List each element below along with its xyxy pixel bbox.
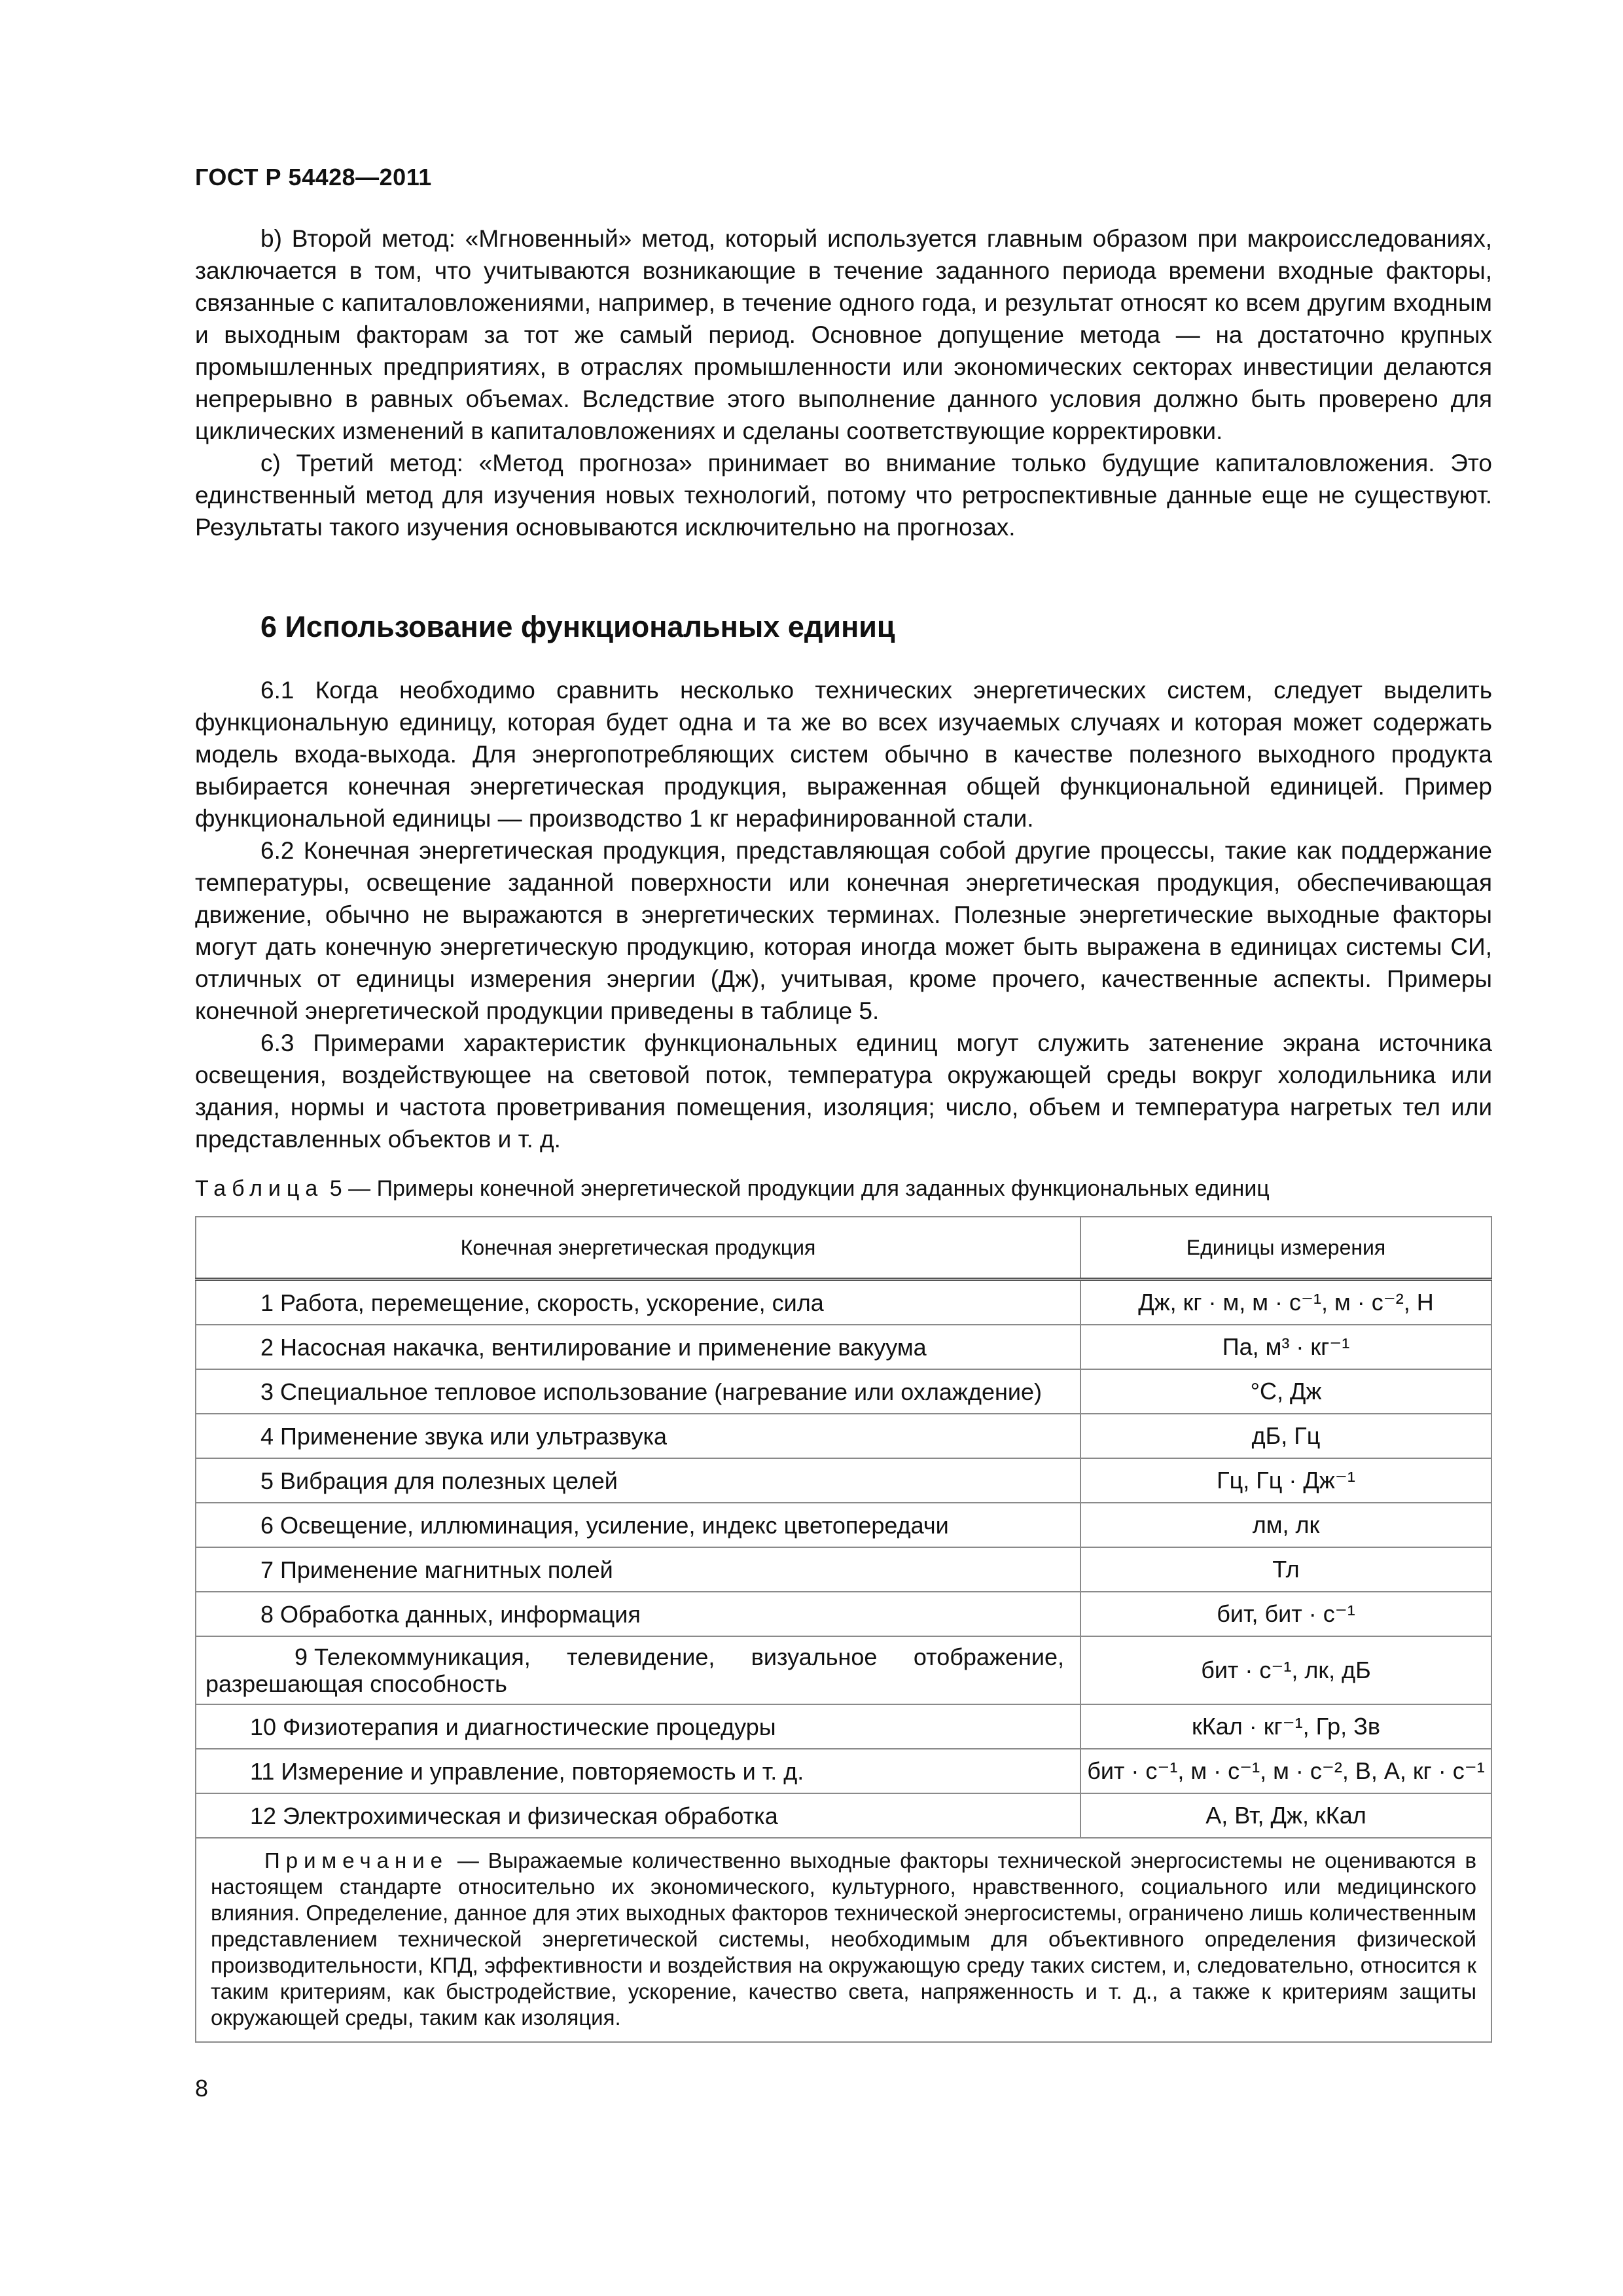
- product-text: Телекоммуникация, телевидение, визуальное отображение, разрешающая способность: [205, 1643, 1064, 1697]
- product-text: Применение магнитных полей: [280, 1556, 613, 1583]
- units-cell: А, Вт, Дж, кКал: [1080, 1793, 1491, 1838]
- row-number: 9: [294, 1643, 308, 1670]
- column-header-units: Единицы измерения: [1080, 1217, 1491, 1280]
- units-cell: Па, м³ · кг⁻¹: [1080, 1325, 1491, 1369]
- product-text: Насосная накачка, вентилирование и применение вакуума: [280, 1333, 927, 1361]
- row-number: 8: [260, 1600, 274, 1628]
- table-row: [196, 1414, 1491, 1458]
- paragraph-c: c) Третий метод: «Метод прогноза» принимает во внимание только будущие капиталовложения. Это единственный метод для изучения новых технологий, потому что ретроспективные данные еще не существуют. Результаты такого изучения основываются исключительно на прогнозах.: [195, 450, 1492, 541]
- table-row: [196, 1369, 1491, 1414]
- units-cell: дБ, Гц: [1080, 1414, 1491, 1458]
- table-row: [196, 1503, 1491, 1547]
- row-number: 2: [260, 1333, 274, 1361]
- table-row: [196, 1458, 1491, 1503]
- units-cell: кКал · кг⁻¹, Гр, Зв: [1080, 1704, 1491, 1749]
- table-body: [196, 1280, 1491, 1839]
- units-cell: Дж, кг · м, м · с⁻¹, м · с⁻², Н: [1080, 1280, 1491, 1325]
- units-cell: бит · с⁻¹, м · с⁻¹, м · с⁻², В, А, кг · с⁻¹: [1080, 1749, 1491, 1793]
- units-cell: бит · с⁻¹, лк, дБ: [1080, 1636, 1491, 1704]
- section-title: 6 Использование функциональных единиц: [260, 610, 895, 643]
- table-note: [196, 1838, 1491, 2042]
- product-cell: [196, 1636, 1080, 1704]
- section-6-text: [195, 674, 1492, 1155]
- product-cell: [196, 1793, 1080, 1838]
- product-cell: [196, 1414, 1080, 1458]
- product-text: Электрохимическая и физическая обработка: [283, 1802, 778, 1829]
- units-cell: лм, лк: [1080, 1503, 1491, 1547]
- row-number: 7: [260, 1556, 274, 1583]
- product-cell: [196, 1704, 1080, 1749]
- column-header-product: Конечная энергетическая продукция: [196, 1217, 1080, 1280]
- document-header: ГОСТ Р 54428—2011: [195, 164, 432, 190]
- row-number: 5: [260, 1467, 274, 1494]
- table-row: [196, 1280, 1491, 1325]
- units-cell: Тл: [1080, 1547, 1491, 1592]
- row-number: 4: [260, 1422, 274, 1450]
- table-row: [196, 1547, 1491, 1592]
- product-cell: [196, 1369, 1080, 1414]
- product-cell: [196, 1749, 1080, 1793]
- units-cell: бит, бит · с⁻¹: [1080, 1592, 1491, 1636]
- product-cell: [196, 1325, 1080, 1369]
- units-cell: Гц, Гц · Дж⁻¹: [1080, 1458, 1491, 1503]
- product-cell: [196, 1280, 1080, 1325]
- table-row: [196, 1592, 1491, 1636]
- table-row: [196, 1325, 1491, 1369]
- product-text: Применение звука или ультразвука: [280, 1422, 668, 1450]
- table-note-row: [196, 1838, 1491, 2042]
- row-number: 12: [250, 1802, 277, 1829]
- note-text: — Выражаемые количественно выходные факторы технической энергосистемы не оцениваются в настоящем стандарте относительно их экономического, культурного, нравственного, социального или медицинского влияния. Определение, данное для этих выходных факторов технической энергосистемы, ограничено лишь количественным представлением технической энергетической системы, необходимым для объективного определения физической производительности, КПД, эффективности и воздействия на окружающую среду таких систем, и, следовательно, относится к таким критериям, как быстродействие, ускорение, качество света, напряженность и т. д., а также к критериям защиты окружающей среды, таким как изоляция.: [211, 1848, 1477, 2030]
- product-cell: [196, 1592, 1080, 1636]
- table-row: [196, 1636, 1491, 1704]
- row-number: 6: [260, 1511, 274, 1539]
- product-text: Освещение, иллюминация, усиление, индекс цветопередачи: [280, 1511, 949, 1539]
- product-cell: [196, 1503, 1080, 1547]
- paragraph-6-3: 6.3 Примерами характеристик функциональных единиц могут служить затенение экрана источника освещения, воздействующее на световой поток, температура окружающей среды вокруг холодильника или здания, нормы и частота проветривания помещения, изоляция; число, объем и температура нагретых тел или представленных объектов и т. д.: [195, 1030, 1492, 1153]
- table-row: [196, 1704, 1491, 1749]
- table-caption-lead: Таблица: [195, 1176, 324, 1201]
- paragraph-6-1: 6.1 Когда необходимо сравнить несколько технических энергетических систем, следует выделить функциональную единицу, которая будет одна и та же во всех изучаемых случаях и которая может содержать модель входа-выхода. Для энергопотребляющих систем обычно в качестве полезного выходного продукта выбирается конечная энергетическая продукция, выраженная общей функциональной единицей. Пример функциональной единицы — производство 1 кг нерафинированной стали.: [195, 677, 1492, 832]
- units-cell: °С, Дж: [1080, 1369, 1491, 1414]
- table-row: [196, 1793, 1491, 1838]
- row-number: 11: [250, 1757, 275, 1785]
- table-5: [195, 1216, 1492, 2043]
- row-number: 1: [260, 1289, 274, 1316]
- product-text: Физиотерапия и диагностические процедуры: [283, 1713, 776, 1740]
- intro-text: [195, 223, 1492, 543]
- product-text: Вибрация для полезных целей: [280, 1467, 618, 1494]
- table-caption-text: 5 — Примеры конечной энергетической продукции для заданных функциональных единиц: [329, 1176, 1270, 1201]
- product-text: Измерение и управление, повторяемость и т. д.: [281, 1757, 804, 1785]
- table-row: [196, 1749, 1491, 1793]
- product-text: Специальное тепловое использование (нагревание или охлаждение): [280, 1378, 1043, 1405]
- table-header-row: [196, 1217, 1491, 1280]
- row-number: 3: [260, 1378, 274, 1405]
- note-lead: Примечание: [264, 1848, 449, 1873]
- paragraph-b: b) Второй метод: «Мгновенный» метод, который используется главным образом при макроисследованиях, заключается в том, что учитываются возникающие в течение заданного периода времени входные факторы, связанные с капиталовложениями, например, в течение одного года, и результат относят ко всем другим входным и выходным факторам за тот же самый период. Основное допущение метода — на достаточно крупных промышленных предприятиях, в отраслях промышленности или экономических секторах инвестиции делаются непрерывно в равных объемах. Вследствие этого выполнение данного условия должно быть проверено для циклических изменений в капиталовложениях и сделаны соответствующие корректировки.: [195, 225, 1492, 444]
- product-cell: [196, 1458, 1080, 1503]
- page-number: 8: [195, 2075, 209, 2102]
- row-number: 10: [250, 1713, 277, 1740]
- paragraph-6-2: 6.2 Конечная энергетическая продукция, представляющая собой другие процессы, такие как поддержание температуры, освещение заданной поверхности или конечная энергетическая продукция, обеспечивающая движение, обычно не выражаются в энергетических терминах. Полезные энергетические выходные факторы могут дать конечную энергетическую продукцию, которая иногда может быть выражена в единицах системы СИ, отличных от единицы измерения энергии (Дж), учитывая, кроме прочего, качественные аспекты. Примеры конечной энергетической продукции приведены в таблице 5.: [195, 837, 1492, 1024]
- product-text: Обработка данных, информация: [280, 1600, 641, 1628]
- product-cell: [196, 1547, 1080, 1592]
- table-caption: [195, 1176, 1270, 1202]
- product-text: Работа, перемещение, скорость, ускорение, сила: [280, 1289, 824, 1316]
